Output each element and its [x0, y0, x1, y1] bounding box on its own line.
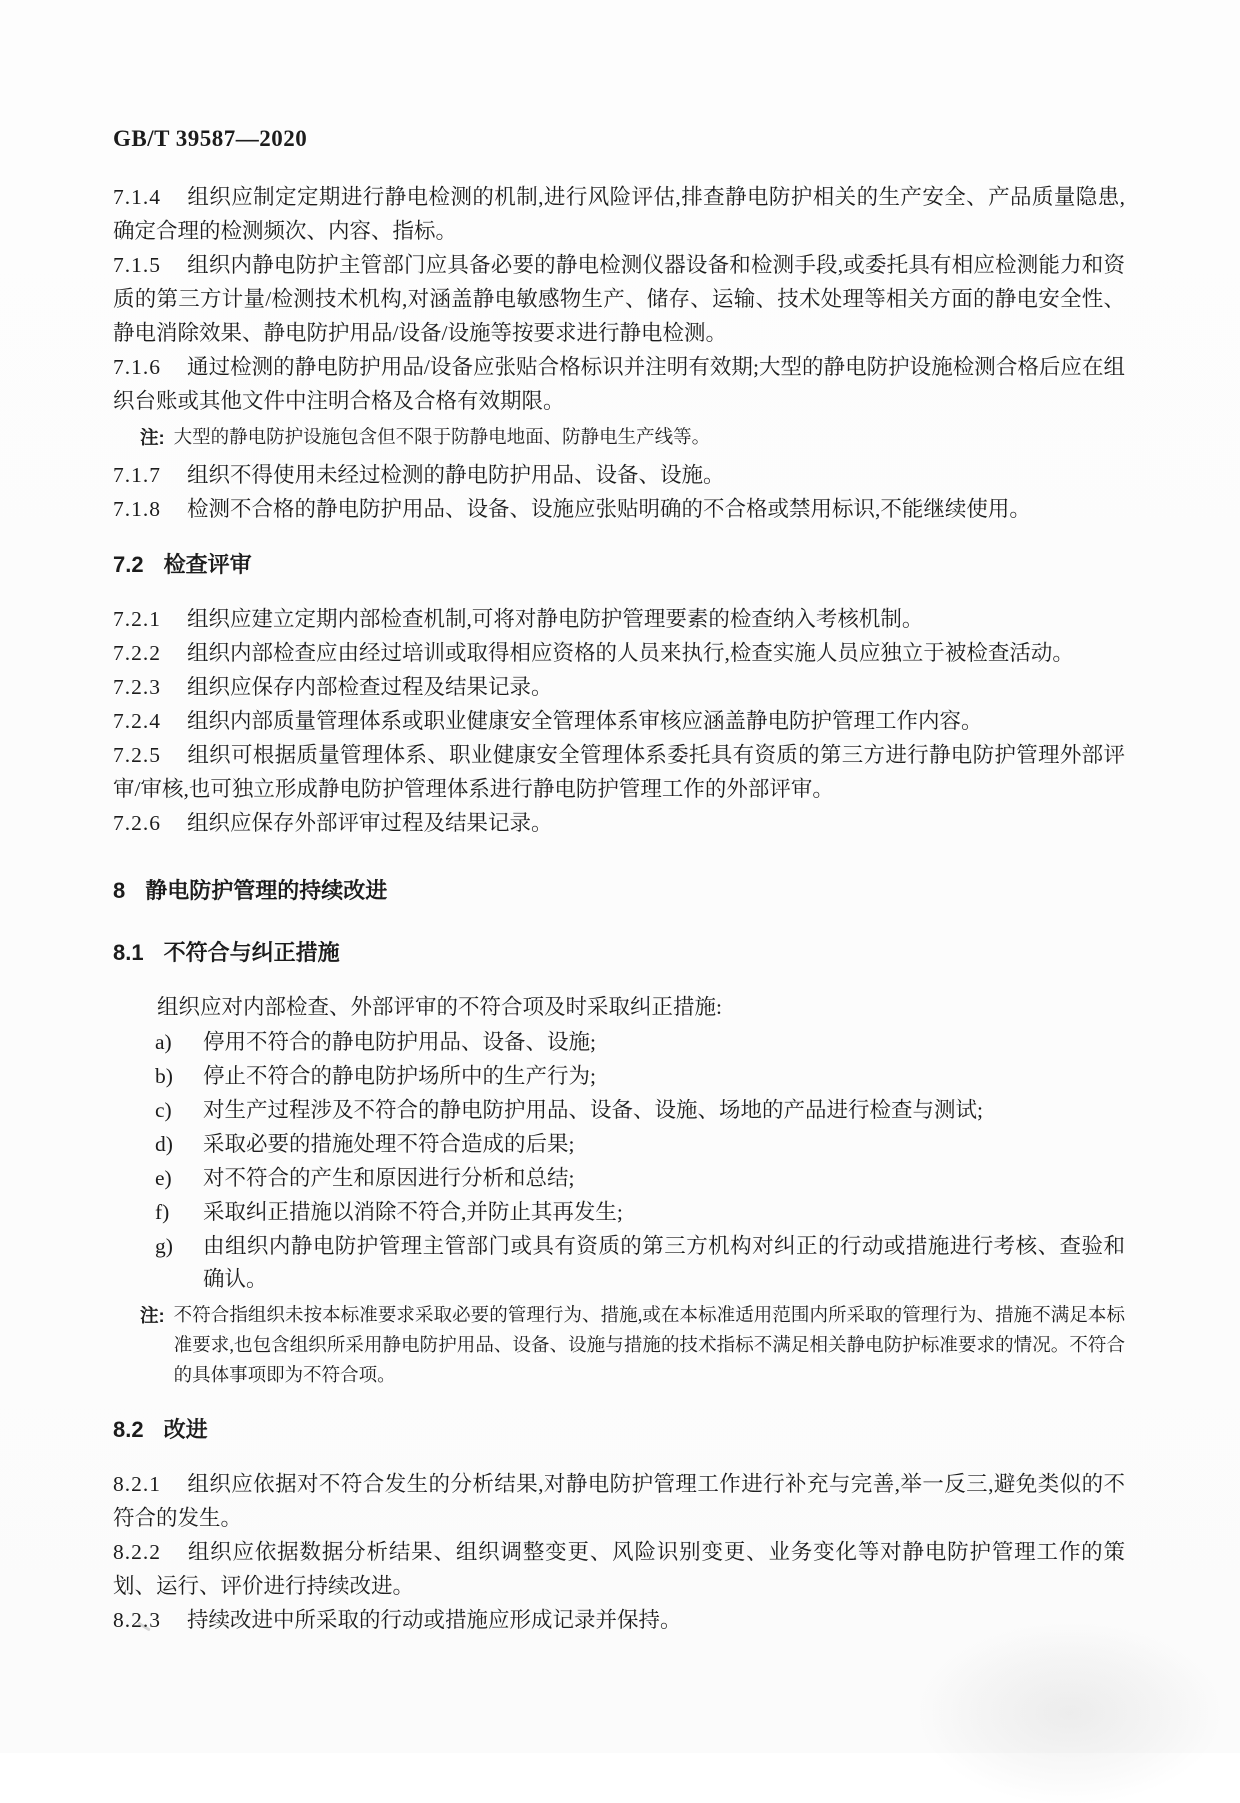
clause-paragraph-7.1.6 — [113, 350, 1125, 418]
section-number: 8 — [113, 878, 126, 903]
list-item-text: 采取必要的措施处理不符合造成的后果; — [203, 1132, 575, 1156]
section-heading-8 — [113, 876, 1125, 906]
clause-paragraph-7.1.7 — [113, 458, 1125, 492]
list-item-letter: c) — [155, 1098, 172, 1122]
section-heading-8.2 — [113, 1415, 1125, 1445]
section-heading-8.1 — [113, 938, 1125, 968]
clause-number: 7.1.8 — [113, 497, 161, 521]
clause-paragraph-7.2.4 — [113, 704, 1125, 738]
scan-watermark — [920, 1623, 1220, 1803]
note-text: 大型的静电防护设施包含但不限于防静电地面、防静电生产线等。 — [173, 428, 711, 448]
clause-text: 组织可根据质量管理体系、职业健康安全管理体系委托具有资质的第三方进行静电防护管理外部评审/审核,也可独立形成静电防护管理体系进行静电防护管理工作的外部评审。 — [113, 743, 1125, 801]
clause-paragraph-7.2.2 — [113, 636, 1125, 670]
clause-text: 组织不得使用未经过检测的静电防护用品、设备、设施。 — [187, 463, 725, 487]
section-title: 改进 — [163, 1417, 208, 1442]
clause-text: 组织应保存内部检查过程及结果记录。 — [187, 675, 553, 699]
section-number: 7.2 — [113, 552, 144, 577]
list-item-f — [155, 1196, 1125, 1229]
list-item-b — [155, 1060, 1125, 1093]
clause-paragraph-8.2.2 — [113, 1535, 1125, 1603]
clause-text: 组织内部质量管理体系或职业健康安全管理体系审核应涵盖静电防护管理工作内容。 — [187, 709, 983, 733]
list-item-letter: a) — [155, 1030, 172, 1054]
clause-number: 7.1.7 — [113, 463, 161, 487]
intro-paragraph: 组织应对内部检查、外部评审的不符合项及时采取纠正措施: — [157, 995, 722, 1019]
list-item-letter: f) — [155, 1200, 170, 1224]
list-item-g — [155, 1230, 1125, 1296]
list-item-letter: b) — [155, 1064, 173, 1088]
list-item-d — [155, 1128, 1125, 1161]
section-number: 8.2 — [113, 1417, 144, 1442]
section-heading-7.2 — [113, 550, 1125, 580]
clause-number: 7.2.4 — [113, 709, 161, 733]
clause-paragraph-8.2.1 — [113, 1467, 1125, 1535]
clause-number: 7.2.2 — [113, 641, 161, 665]
clause-paragraph-7.1.5 — [113, 248, 1125, 350]
list-item-letter: g) — [155, 1234, 173, 1258]
section-title: 不符合与纠正措施 — [163, 940, 340, 965]
clause-text: 检测不合格的静电防护用品、设备、设施应张贴明确的不合格或禁用标识,不能继续使用。 — [187, 497, 1031, 521]
note-text: 不符合指组织未按本标准要求采取必要的管理行为、措施,或在本标准适用范围内所采取的管理行为、措施不满足本标准要求,也包含组织所采用静电防护用品、设备、设施与措施的技术指标不满足相关静电防护标准要求的情况。不符合的具体事项即为不符合项。 — [173, 1306, 1125, 1386]
clause-number: 7.1.5 — [113, 253, 161, 277]
clause-number: 7.2.3 — [113, 675, 161, 699]
list-item-text: 由组织内静电防护管理主管部门或具有资质的第三方机构对纠正的行动或措施进行考核、查验和确认。 — [203, 1234, 1125, 1291]
clause-paragraph-7.2.3 — [113, 670, 1125, 704]
list-item-letter: d) — [155, 1132, 173, 1156]
note-label: 注: — [140, 427, 165, 448]
list-item-c — [155, 1094, 1125, 1127]
note-block — [140, 1301, 1125, 1391]
section-number: 8.1 — [113, 940, 144, 965]
clause-number: 7.1.6 — [113, 355, 161, 379]
clause-paragraph-7.2.1 — [113, 602, 1125, 636]
section-title: 检查评审 — [163, 552, 252, 577]
clause-text: 组织应保存外部评审过程及结果记录。 — [187, 811, 553, 835]
clause-text: 组织应建立定期内部检查机制,可将对静电防护管理要素的检查纳入考核机制。 — [187, 607, 924, 631]
list-item-text: 对不符合的产生和原因进行分析和总结; — [203, 1166, 575, 1190]
list-item-letter: e) — [155, 1166, 172, 1190]
clause-text: 组织内部检查应由经过培训或取得相应资格的人员来执行,检查实施人员应独立于被检查活动。 — [187, 641, 1074, 665]
clause-number: 7.2.6 — [113, 811, 161, 835]
clause-paragraph-7.2.6 — [113, 806, 1125, 840]
list-item-text: 停止不符合的静电防护场所中的生产行为; — [203, 1064, 596, 1088]
clause-number: 7.2.1 — [113, 607, 161, 631]
document-body — [113, 180, 1125, 1637]
section-title: 静电防护管理的持续改进 — [145, 878, 388, 903]
list-item-e — [155, 1162, 1125, 1195]
clause-text: 通过检测的静电防护用品/设备应张贴合格标识并注明有效期;大型的静电防护设施检测合格后应在组织台账或其他文件中注明合格及合格有效期限。 — [113, 355, 1125, 413]
list-item-text: 停用不符合的静电防护用品、设备、设施; — [203, 1030, 596, 1054]
clause-paragraph-7.1.8 — [113, 492, 1125, 526]
clause-paragraph-7.1.4 — [113, 180, 1125, 248]
clause-text: 组织应制定定期进行静电检测的机制,进行风险评估,排查静电防护相关的生产安全、产品质量隐患,确定合理的检测频次、内容、指标。 — [113, 185, 1125, 243]
clause-number: 7.1.4 — [113, 185, 161, 209]
standard-number: GB/T 39587—2020 — [113, 126, 308, 151]
clause-text: 持续改进中所采取的行动或措施应形成记录并保持。 — [187, 1608, 682, 1632]
clause-text: 组织应依据数据分析结果、组织调整变更、风险识别变更、业务变化等对静电防护管理工作的策划、运行、评价进行持续改进。 — [113, 1540, 1125, 1598]
clause-text: 组织内静电防护主管部门应具备必要的静电检测仪器设备和检测手段,或委托具有相应检测能力和资质的第三方计量/检测技术机构,对涵盖静电敏感物生产、储存、运输、技术处理等相关方面的静电安全性、静电消除效果、静电防护用品/设备/设施等按要求进行静电检测。 — [113, 253, 1125, 345]
clause-number: 8.2.3 — [113, 1608, 161, 1632]
list-item-text: 采取纠正措施以消除不符合,并防止其再发生; — [203, 1200, 623, 1224]
clause-paragraph-7.2.5 — [113, 738, 1125, 806]
clause-text: 组织应依据对不符合发生的分析结果,对静电防护管理工作进行补充与完善,举一反三,避免类似的不符合的发生。 — [113, 1472, 1125, 1530]
clause-number: 7.2.5 — [113, 743, 161, 767]
clause-paragraph-8.2.3 — [113, 1603, 1125, 1637]
clause-number: 8.2.2 — [113, 1540, 161, 1564]
clause-number: 8.2.1 — [113, 1472, 161, 1496]
list-item-text: 对生产过程涉及不符合的静电防护用品、设备、设施、场地的产品进行检查与测试; — [203, 1098, 983, 1122]
note-label: 注: — [140, 1305, 165, 1326]
list-item-a — [155, 1026, 1125, 1059]
note-block — [140, 423, 1125, 453]
